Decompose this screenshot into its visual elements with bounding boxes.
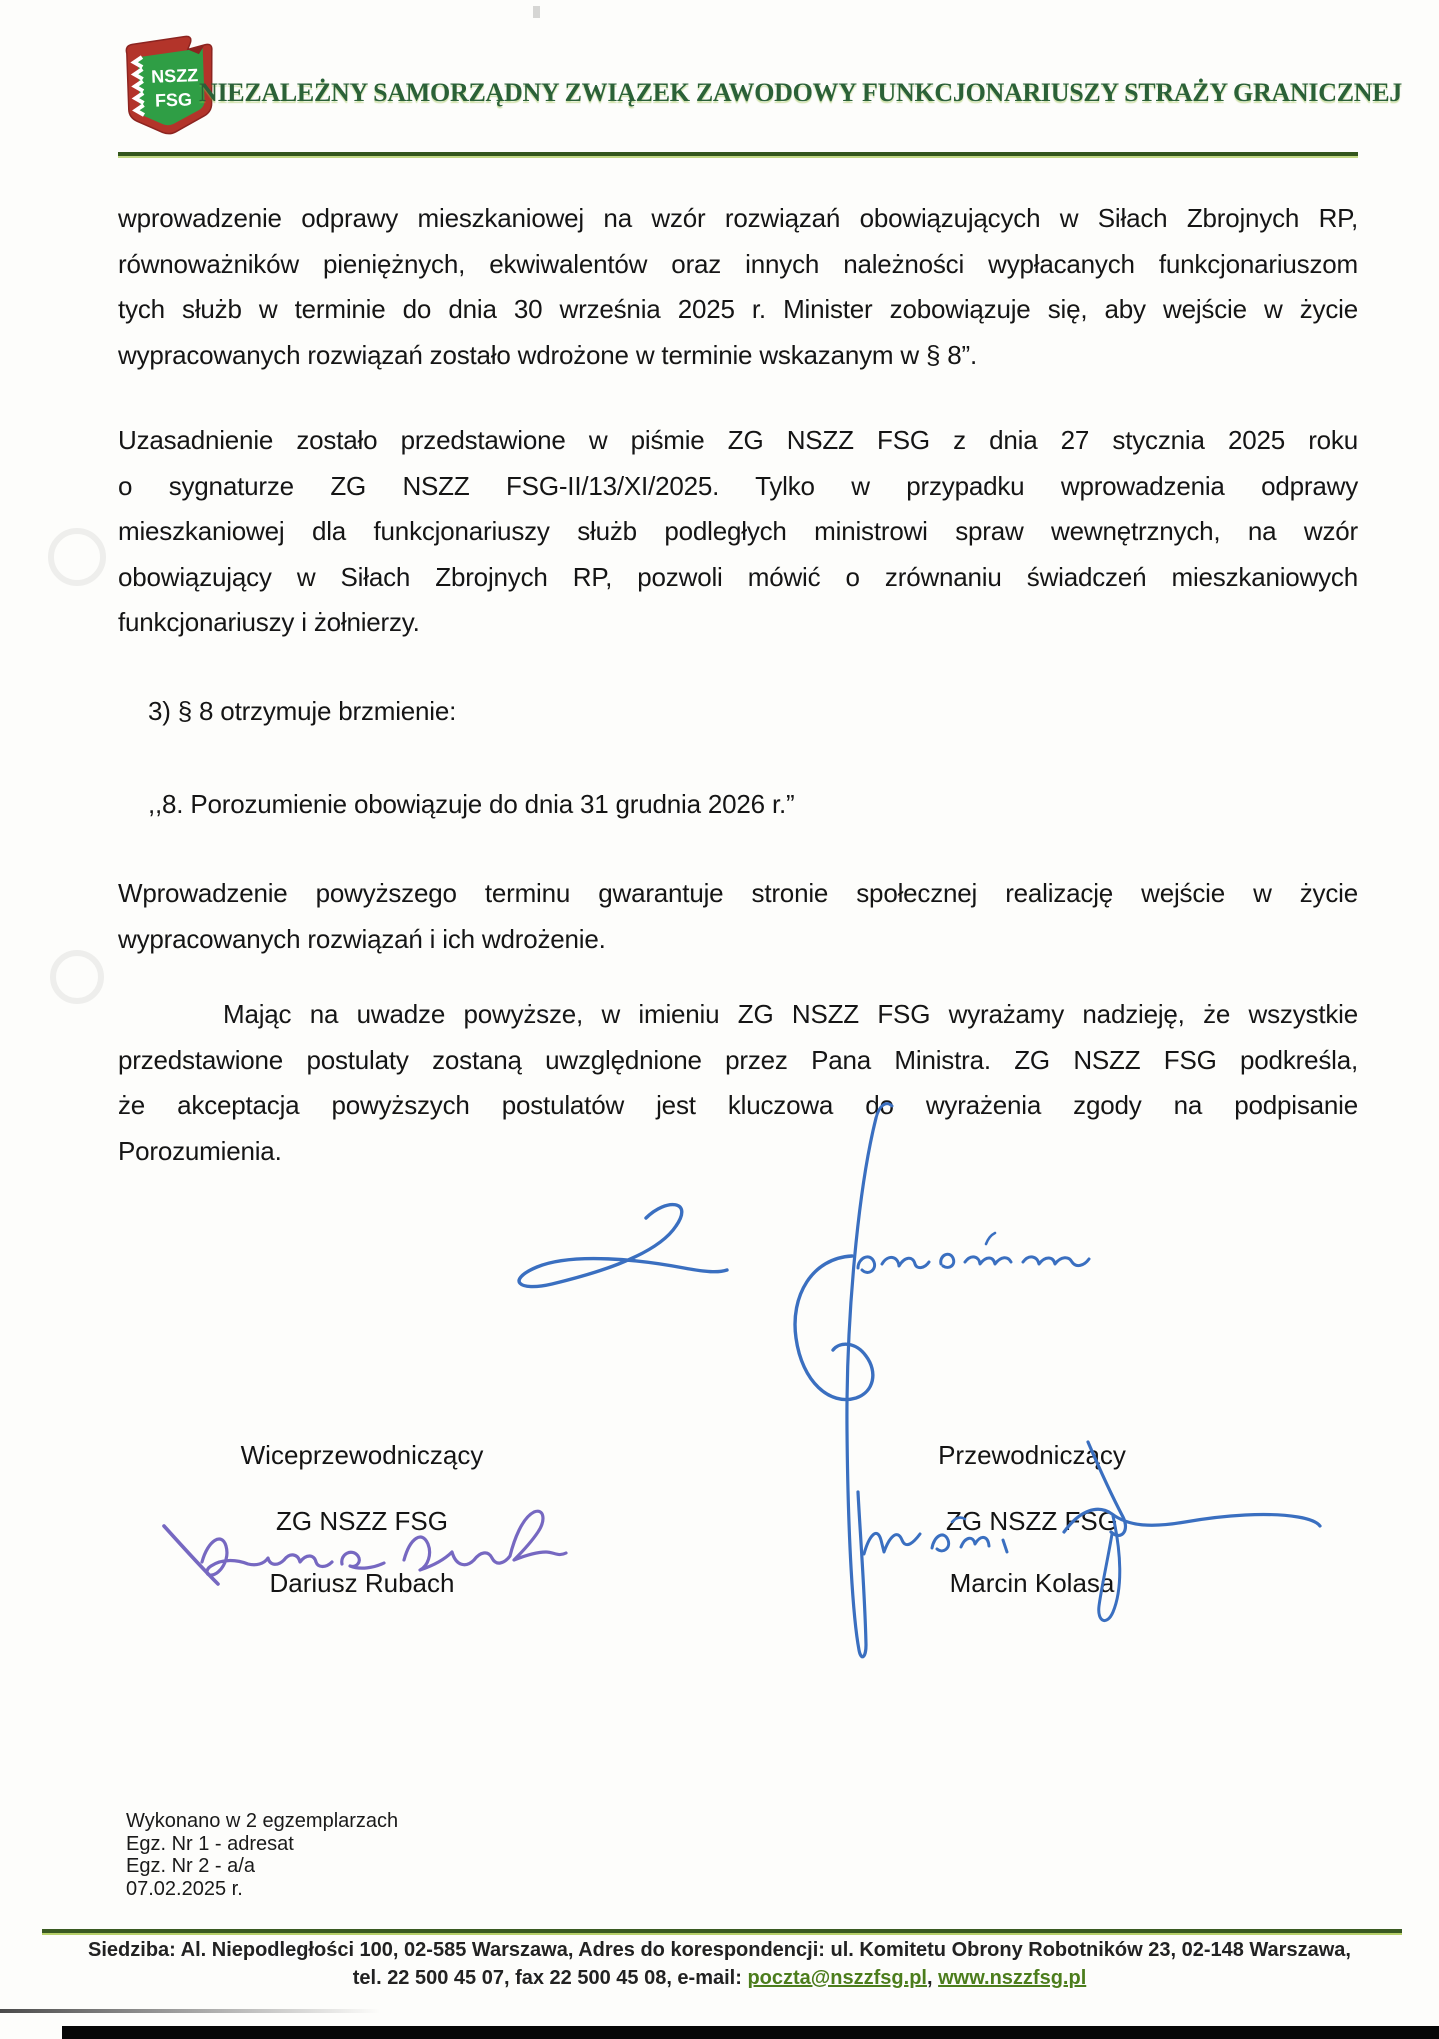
- scan-smudge: [48, 528, 106, 586]
- paragraph-1: [118, 196, 1358, 378]
- right-signature-org: ZG NSZZ FSG: [946, 1506, 1118, 1536]
- document-date: 07.02.2025 r.: [126, 1877, 243, 1900]
- body-line: równoważników pieniężnych, ekwiwalentów oraz innych należności wypłacanych funkcjonariuszom: [118, 248, 1358, 279]
- signature-script-accent: [986, 1233, 995, 1244]
- body-line: funkcjonariuszy i żołnierzy.: [118, 607, 420, 637]
- body-line: o sygnaturze ZG NSZZ FSG-II/13/XI/2025. Tylko w przypadku wprowadzenia odprawy: [118, 470, 1358, 501]
- body-line: Porozumienia.: [118, 1135, 282, 1166]
- scan-artifact-mark: [533, 6, 540, 18]
- copies-note-line: Wykonano w 2 egzemplarzach: [126, 1810, 399, 1832]
- left-signature-name: Dariusz Rubach: [269, 1568, 455, 1598]
- scan-edge-streak: [0, 2009, 380, 2013]
- footer-contact-line: [20, 1967, 1419, 1990]
- footer-rule: [42, 1929, 1402, 1935]
- website-link[interactable]: www.nszzfsg.pl: [938, 1967, 1087, 1989]
- body-line: Mając na uwadze powyższe, w imieniu ZG NSZZ FSG wyrażamy nadzieję, że wszystkie: [223, 999, 1358, 1029]
- signature-crescent: [795, 1256, 873, 1400]
- body-line: wprowadzenie odprawy mieszkaniowej na wzór rozwiązań obowiązujących w Siłach Zbrojnych RP,: [118, 203, 1358, 233]
- body-line: wypracowanych rozwiązań i ich wdrożenie.: [118, 923, 606, 954]
- body-line: ,,8. Porozumienie obowiązuje do dnia 31 grudnia 2026 r.”: [148, 789, 795, 819]
- paragraph-4: [118, 782, 1358, 828]
- paragraph-5: [118, 871, 1358, 962]
- copies-note-line: Egz. Nr 1 - adresat: [126, 1832, 294, 1855]
- copies-note-line: Egz. Nr 2 - a/a: [126, 1855, 255, 1877]
- email-link[interactable]: poczta@nszzfsg.pl: [747, 1967, 927, 1989]
- right-signature-role: Przewodniczący: [938, 1440, 1126, 1470]
- scan-smudge: [50, 950, 104, 1004]
- paragraph-2: [118, 418, 1358, 646]
- paragraph-6: [118, 992, 1358, 1174]
- body-line: obowiązujący w Siłach Zbrojnych RP, pozwoli mówić o zrównaniu świadczeń mieszkaniowych: [118, 561, 1358, 592]
- body-line: mieszkaniowej dla funkcjonariuszy służb podległych ministrowi spraw wewnętrznych, na wzór: [118, 516, 1358, 546]
- footer-address-line: Siedziba: Al. Niepodległości 100, 02-585 Warszawa, Adres do korespondencji: ul. Komitetu Obrony Robotników 23, 02-148 Warszawa,: [88, 1939, 1351, 1961]
- footer-contact-prefix: tel. 22 500 45 07, fax 22 500 45 08, e-mail:: [352, 1967, 748, 1989]
- body-line: przedstawione postulaty zostaną uwzględnione przez Pana Ministra. ZG NSZZ FSG podkreśla,: [118, 1044, 1358, 1075]
- body-line: tych służb w terminie do dnia 30 września 2025 r. Minister zobowiązuje się, aby wejście w życie: [118, 294, 1358, 324]
- scan-bottom-bar: [62, 2026, 1439, 2039]
- left-signature-role: Wiceprzewodniczący: [240, 1440, 484, 1470]
- body-line: 3) § 8 otrzymuje brzmienie:: [148, 696, 457, 726]
- organization-title: NIEZALEŻNY SAMORZĄDNY ZWIĄZEK ZAWODOWY FUNKCJONARIUSZY STRAŻY GRANICZNEJ: [199, 78, 1402, 107]
- logo-text-line2: FSG: [154, 89, 193, 111]
- left-signature-org: ZG NSZZ FSG: [276, 1506, 448, 1536]
- signature-paraph-z: [519, 1205, 727, 1287]
- right-signature-name: Marcin Kolasa: [949, 1568, 1115, 1598]
- logo-text-line1: NSZZ: [150, 65, 199, 87]
- signature-script-right: [858, 1254, 1089, 1272]
- body-line: wypracowanych rozwiązań zostało wdrożone w terminie wskazanym w § 8”.: [118, 339, 977, 370]
- body-line: Wprowadzenie powyższego terminu gwarantuje stronie społecznej realizację wejście w życie: [118, 878, 1358, 908]
- header-rule: [118, 152, 1358, 158]
- paragraph-3: [118, 689, 1358, 735]
- copies-note-block: [126, 1810, 398, 1900]
- body-line: że akceptacja powyższych postulatów jest kluczowa do wyrażenia zgody na podpisanie: [118, 1090, 1358, 1120]
- footer-separator: ,: [926, 1967, 939, 1989]
- body-line: Uzasadnienie zostało przedstawione w piśmie ZG NSZZ FSG z dnia 27 stycznia 2025 roku: [118, 425, 1358, 455]
